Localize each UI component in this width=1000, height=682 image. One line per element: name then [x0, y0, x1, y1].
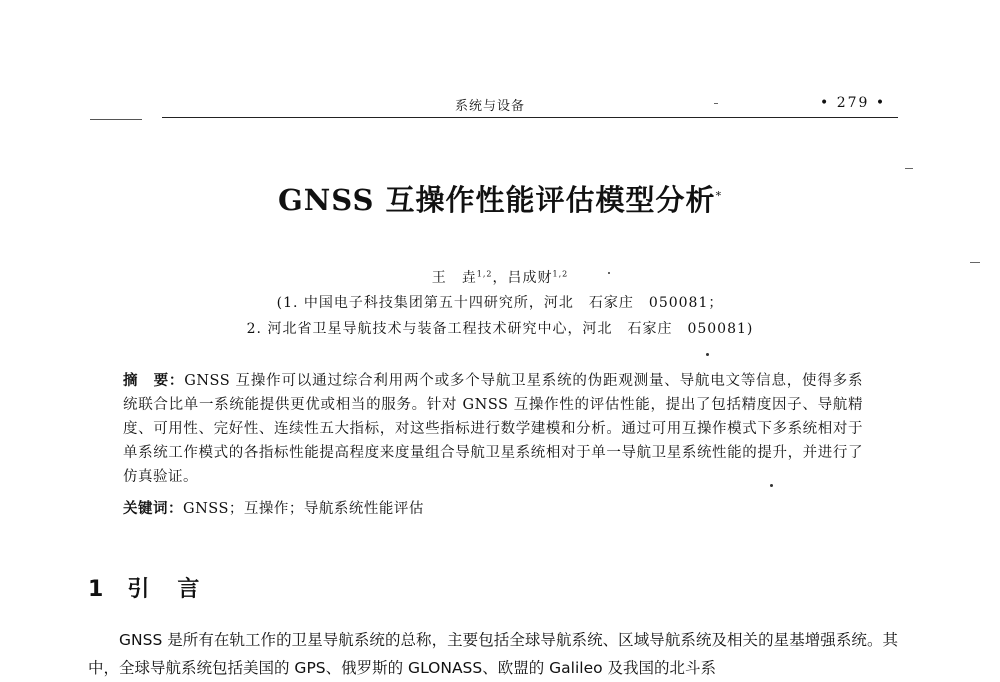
author-2-affiliation: 1,2: [552, 269, 569, 279]
scan-mark: [905, 168, 913, 169]
header-rule: [162, 117, 898, 118]
section-heading: [88, 572, 201, 603]
author-2: 吕成财: [507, 270, 553, 286]
abstract: [123, 369, 863, 489]
scan-speck: [706, 353, 709, 356]
keywords-text: GNSS；互操作；导航系统性能评估: [183, 501, 424, 517]
header-rule-short: [90, 119, 142, 120]
author-1-affiliation: 1,2: [476, 269, 493, 279]
section-body-paragraph: GNSS 是所有在轨工作的卫星导航系统的总称，主要包括全球导航系统、区域导航系统及相关的星基增强系统。其中，全球导航系统包括美国的 GPS、俄罗斯的 GLONASS、欧盟的 Galileo 及我国的北斗系: [88, 631, 898, 677]
abstract-text: GNSS 互操作可以通过综合利用两个或多个导航卫星系统的伪距观测量、导航电文等信息，使得多系统联合比单一系统能提供更优或相当的服务。针对 GNSS 互操作性的评估性能，提出了包括精度因子、导航精度、可用性、完好性、连续性五大指标，对这些指标进行数学建模和分析。通过可用互操作模式下多系统相对于单系统工作模式的各指标性能提高程度来度量组合导航卫星系统相对于单一导航卫星系统性能的提升，并进行了仿真验证。: [123, 373, 863, 485]
keywords-label: 关键词：: [123, 501, 183, 517]
scan-speck: [770, 484, 773, 487]
paper-title-text: GNSS 互操作性能评估模型分析: [277, 183, 716, 217]
author-separator: ，: [492, 270, 508, 286]
section-number: 1: [88, 577, 106, 602]
paper-title: [0, 178, 1000, 219]
page-number: • 279 •: [820, 95, 887, 111]
section-title-char-1: 引: [127, 577, 152, 602]
keywords: [123, 497, 863, 518]
author-1: 王 垚: [431, 270, 477, 286]
title-footnote-marker: *: [715, 189, 723, 203]
scan-mark: [970, 262, 980, 263]
scan-mark: [714, 103, 718, 104]
running-header-section: 系统与设备: [455, 99, 526, 114]
author-line: [0, 267, 1000, 287]
affiliation-2: 2. 河北省卫星导航技术与装备工程技术研究中心，河北 石家庄 050081): [246, 321, 754, 337]
abstract-label: 摘 要：: [123, 373, 185, 389]
affiliation-1: (1. 中国电子科技集团第五十四研究所，河北 石家庄 050081；: [276, 295, 724, 311]
scan-speck: [608, 272, 610, 274]
section-title-char-2: 言: [177, 577, 202, 602]
